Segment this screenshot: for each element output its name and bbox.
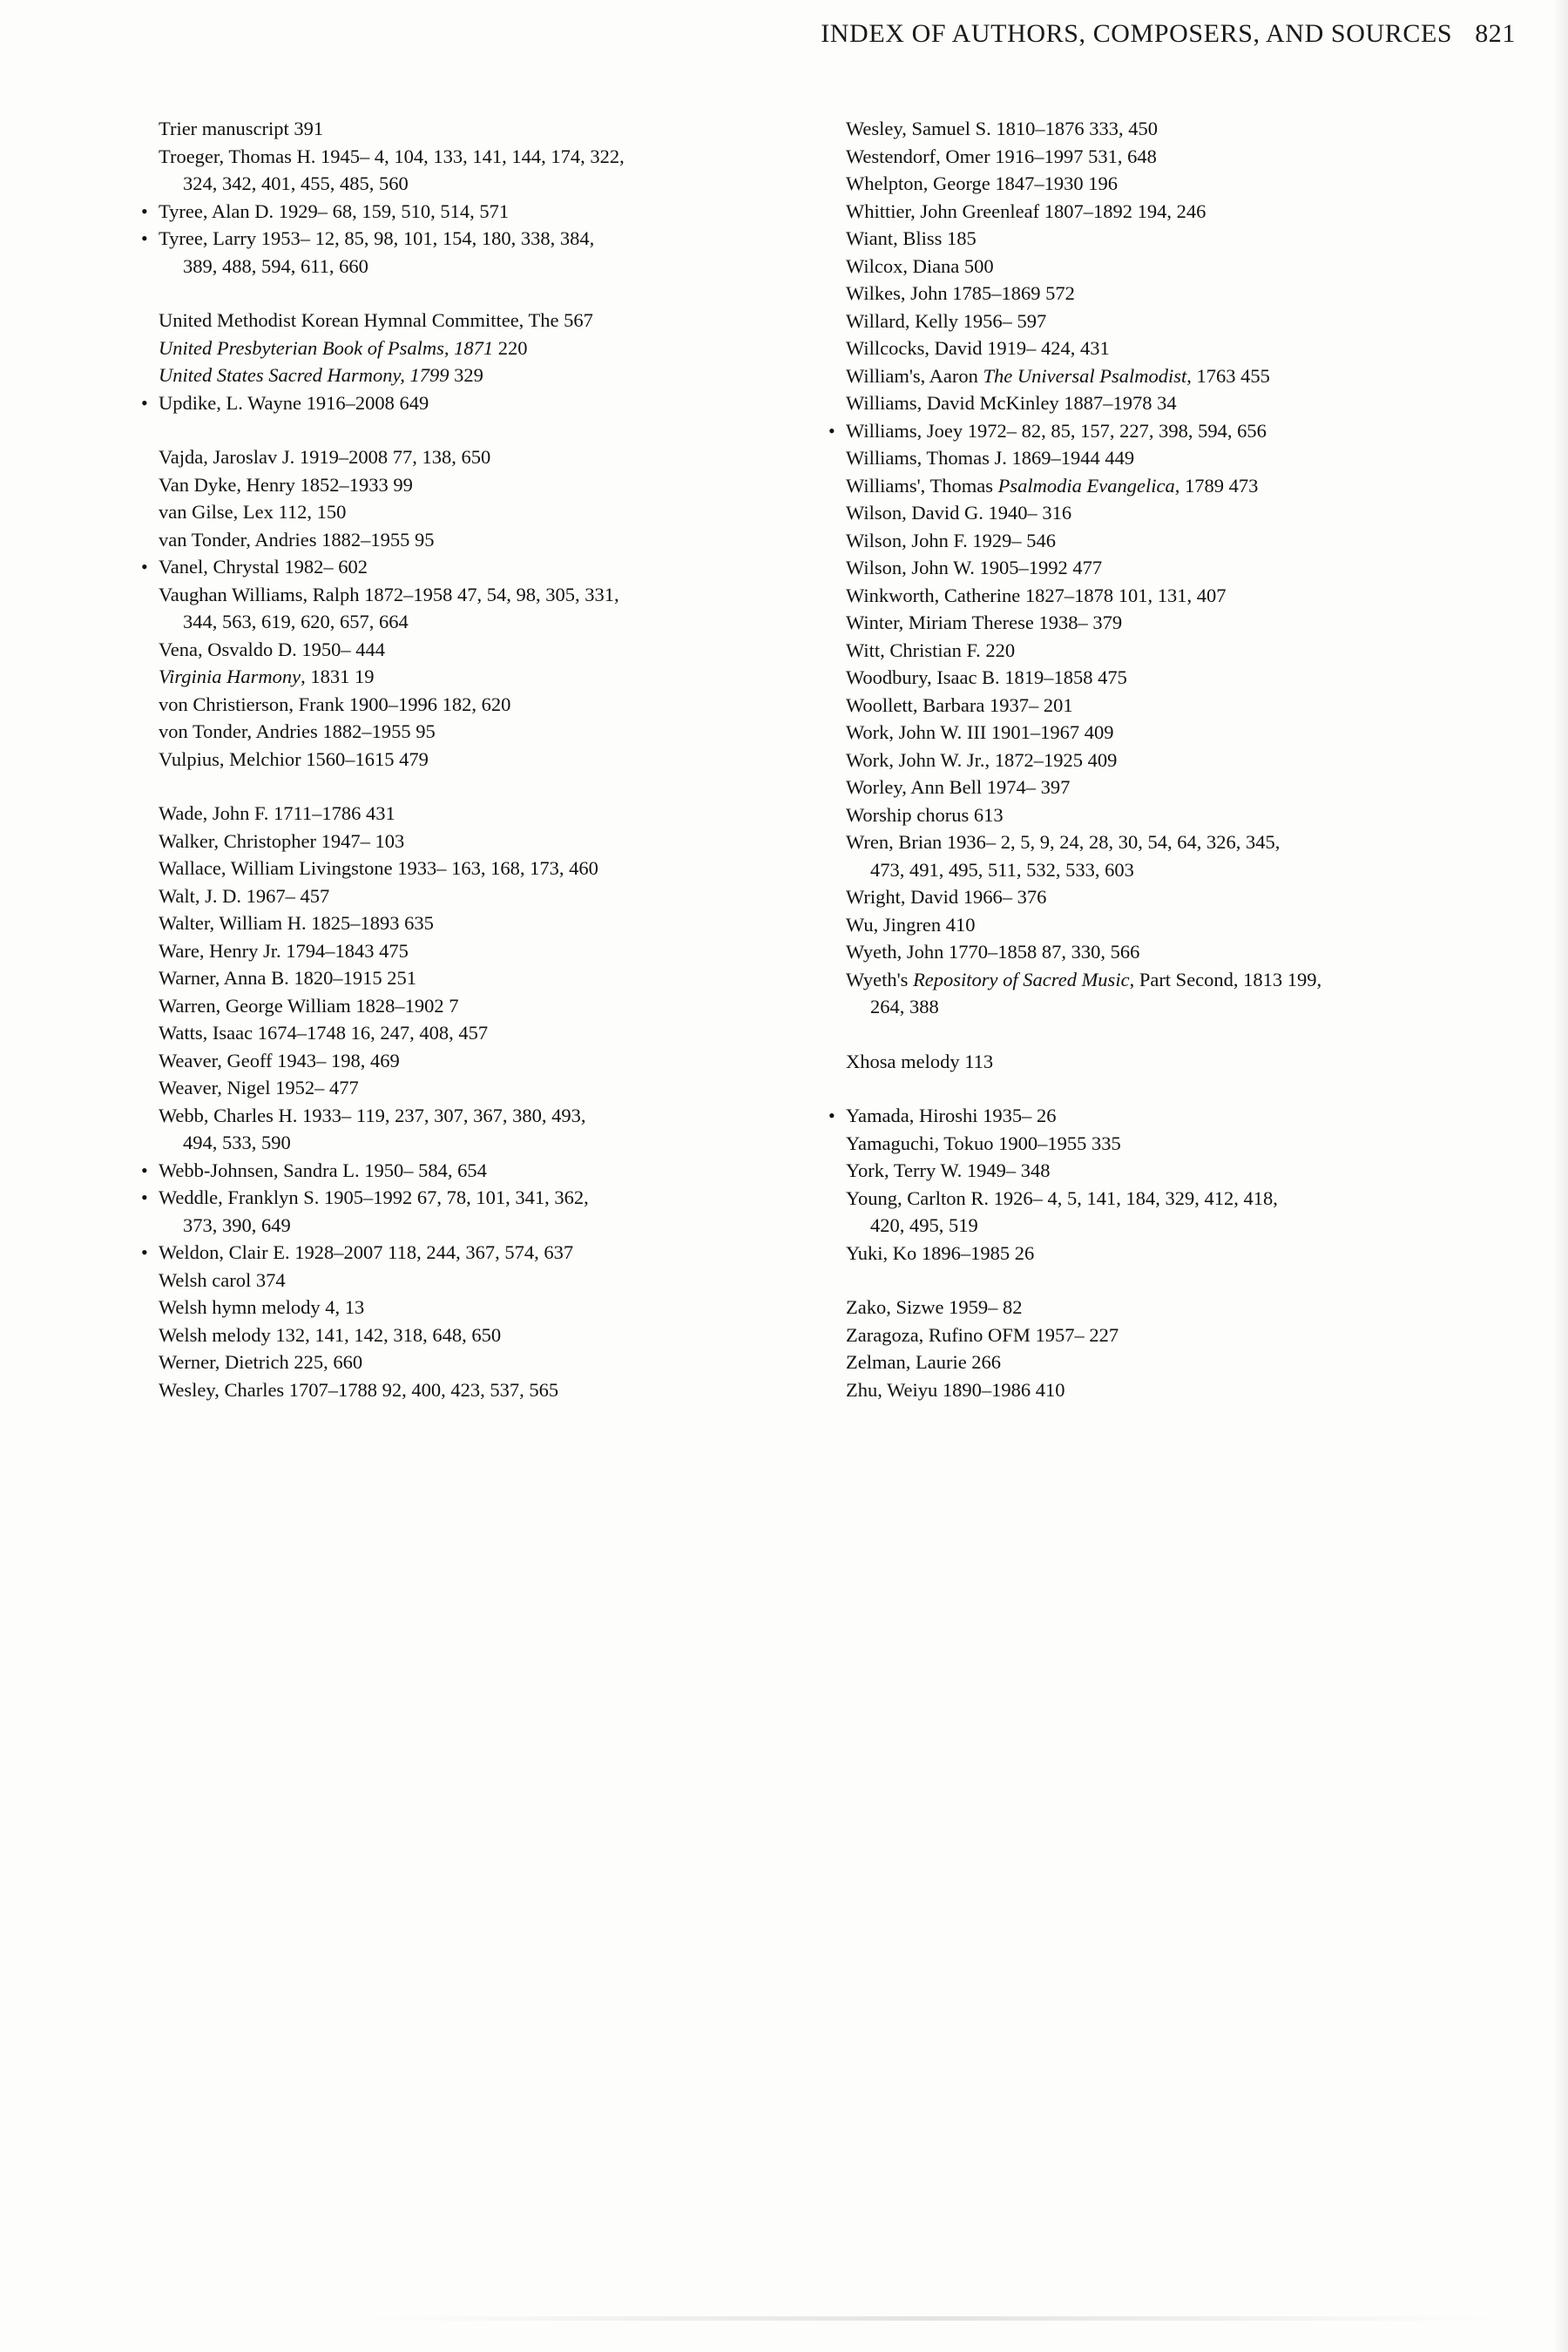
- entry-line: van Tonder, Andries 1882–1955 95: [159, 528, 435, 551]
- entry-continuation: [159, 170, 759, 198]
- index-entry: [827, 499, 1446, 527]
- index-entry: [139, 882, 759, 910]
- section-gap: [139, 416, 759, 443]
- entry-line: Welsh hymn melody 4, 13: [159, 1296, 365, 1318]
- index-entry: [827, 308, 1446, 335]
- index-entry: [139, 800, 759, 828]
- entry-line: Wilson, David G. 1940– 316: [846, 502, 1072, 524]
- index-entry: [139, 389, 759, 417]
- entry-line: van Gilse, Lex 112, 150: [159, 501, 347, 523]
- index-entry: [139, 225, 759, 280]
- index-entry: [139, 471, 759, 499]
- index-entry: [827, 664, 1446, 692]
- entry-line: Yuki, Ko 1896–1985 26: [846, 1241, 1035, 1264]
- entry-line: Work, John W. Jr., 1872–1925 409: [846, 748, 1118, 771]
- index-column-right: [827, 115, 1446, 1403]
- index-entry: [139, 1321, 759, 1349]
- entry-line: 494, 533, 590: [183, 1132, 291, 1153]
- entry-continuation: [159, 253, 759, 280]
- section-gap: [139, 280, 759, 307]
- entry-line: Warner, Anna B. 1820–1915 251: [159, 967, 416, 989]
- entry-line: Trier manuscript 391: [159, 118, 324, 139]
- entry-line: Wiant, Bliss 185: [846, 227, 977, 249]
- entry-line: 264, 388: [870, 996, 939, 1017]
- index-entry: [827, 253, 1446, 280]
- index-entry: [139, 663, 759, 691]
- entry-line: Weaver, Nigel 1952– 477: [159, 1077, 359, 1098]
- entry-line: Young, Carlton R. 1926– 4, 5, 141, 184, 329, 412, 418,: [846, 1186, 1278, 1209]
- entry-line: Zaragoza, Rufino OFM 1957– 227: [846, 1323, 1119, 1346]
- index-entry: [139, 1239, 759, 1267]
- index-entry: [827, 774, 1446, 801]
- index-entry: [827, 1157, 1446, 1185]
- entry-line: Witt, Christian F. 220: [846, 639, 1016, 661]
- entry-line: Yamada, Hiroshi 1935– 26: [846, 1105, 1057, 1126]
- entry-line: Zhu, Weiyu 1890–1986 410: [846, 1378, 1065, 1401]
- index-entry: [827, 280, 1446, 308]
- entry-line: von Tonder, Andries 1882–1955 95: [159, 720, 436, 742]
- index-entry: [827, 609, 1446, 637]
- page-title: INDEX OF AUTHORS, COMPOSERS, AND SOURCES: [821, 19, 1453, 48]
- italic-source-title: United Presbyterian Book of Psalms, 1871: [159, 336, 494, 359]
- index-entry: [827, 444, 1446, 472]
- index-entry: [139, 553, 759, 581]
- page-header: [0, 19, 1516, 49]
- entry-line: Winter, Miriam Therese 1938– 379: [846, 612, 1123, 633]
- entry-line: Vajda, Jaroslav J. 1919–2008 77, 138, 650: [159, 446, 491, 468]
- entry-line: Wade, John F. 1711–1786 431: [159, 802, 395, 824]
- index-entry: [827, 1240, 1446, 1267]
- entry-line: Worship chorus 613: [846, 803, 1004, 826]
- index-entry: [827, 911, 1446, 939]
- index-entry: [827, 966, 1446, 1021]
- entry-line: United Methodist Korean Hymnal Committee, The 567: [159, 309, 593, 331]
- index-entry: [827, 143, 1446, 171]
- index-entry: [827, 692, 1446, 720]
- entry-line: Williams, Joey 1972– 82, 85, 157, 227, 398, 594, 656: [846, 419, 1267, 442]
- entry-line: Whelpton, George 1847–1930 196: [846, 172, 1119, 194]
- index-entry: [827, 1376, 1446, 1404]
- index-entry: [827, 1102, 1446, 1130]
- entry-line: Vanel, Chrystal 1982– 602: [159, 556, 368, 578]
- entry-line: 420, 495, 519: [870, 1214, 978, 1236]
- index-entry: [139, 1348, 759, 1376]
- entry-line: Wilson, John W. 1905–1992 477: [846, 557, 1103, 578]
- index-entry: [827, 1348, 1446, 1376]
- entry-line: Vaughan Williams, Ralph 1872–1958 47, 54, 98, 305, 331,: [159, 583, 619, 605]
- entry-line: Van Dyke, Henry 1852–1933 99: [159, 473, 413, 496]
- index-entry: [827, 801, 1446, 829]
- entry-continuation: [159, 608, 759, 636]
- italic-source-title: United States Sacred Harmony, 1799: [159, 364, 449, 386]
- italic-source-title: Psalmodia Evangelica: [997, 474, 1175, 497]
- index-entry: [827, 335, 1446, 362]
- entry-line: Tyree, Alan D. 1929– 68, 159, 510, 514, 571: [159, 199, 510, 222]
- entry-continuation: [159, 1129, 759, 1157]
- entry-line: Wilkes, John 1785–1869 572: [846, 282, 1075, 304]
- entry-line: 389, 488, 594, 611, 660: [183, 254, 368, 277]
- section-gap: [827, 1021, 1446, 1048]
- index-entry: [139, 1184, 759, 1239]
- index-entry: [139, 691, 759, 719]
- bullet-icon: •: [828, 419, 835, 442]
- index-entry: [139, 1047, 759, 1075]
- index-entry: [827, 1048, 1446, 1076]
- entry-line: 473, 491, 495, 511, 532, 533, 603: [870, 858, 1134, 881]
- entry-line: Westendorf, Omer 1916–1997 531, 648: [846, 145, 1157, 167]
- entry-line: Wyeth, John 1770–1858 87, 330, 566: [846, 941, 1140, 963]
- index-entry: [827, 938, 1446, 966]
- entry-line: Willcocks, David 1919– 424, 431: [846, 337, 1110, 359]
- index-entry: [827, 417, 1446, 445]
- entry-line: 324, 342, 401, 455, 485, 560: [183, 172, 409, 194]
- entry-line: Wright, David 1966– 376: [846, 886, 1047, 908]
- index-entry: [139, 855, 759, 882]
- entry-line: Webb, Charles H. 1933– 119, 237, 307, 367, 380, 493,: [159, 1104, 586, 1126]
- entry-line: Xhosa melody 113: [846, 1050, 994, 1072]
- entry-line: Ware, Henry Jr. 1794–1843 475: [159, 939, 409, 962]
- index-entry: [139, 1102, 759, 1157]
- entry-continuation: [846, 1212, 1446, 1240]
- index-entry: [827, 472, 1446, 500]
- index-entry: [139, 115, 759, 143]
- entry-line: York, Terry W. 1949– 348: [846, 1159, 1051, 1181]
- entry-line: Williams, David McKinley 1887–1978 34: [846, 392, 1177, 414]
- index-columns: [139, 115, 1446, 1403]
- index-entry: [827, 170, 1446, 198]
- entry-line: Williams, Thomas J. 1869–1944 449: [846, 447, 1135, 469]
- entry-line: Updike, L. Wayne 1916–2008 649: [159, 391, 429, 414]
- entry-line: Weldon, Clair E. 1928–2007 118, 244, 367, 574, 637: [159, 1241, 574, 1263]
- entry-line: Virginia Harmony, 1831 19: [159, 666, 375, 687]
- entry-line: William's, Aaron The Universal Psalmodist, 1763 455: [846, 364, 1270, 387]
- entry-line: Work, John W. III 1901–1967 409: [846, 721, 1114, 743]
- bullet-icon: •: [141, 391, 148, 414]
- index-entry: [827, 637, 1446, 665]
- entry-line: Wilcox, Diana 500: [846, 254, 994, 277]
- bullet-icon: •: [141, 199, 148, 222]
- entry-line: Wilson, John F. 1929– 546: [846, 529, 1057, 551]
- bullet-icon: •: [141, 1241, 148, 1263]
- entry-line: United States Sacred Harmony, 1799 329: [159, 364, 483, 386]
- entry-line: Weddle, Franklyn S. 1905–1992 67, 78, 101, 341, 362,: [159, 1186, 589, 1208]
- index-entry: [139, 1157, 759, 1185]
- section-gap: [139, 773, 759, 800]
- index-column-left: [139, 115, 759, 1403]
- index-entry: [139, 1074, 759, 1102]
- entry-line: Webb-Johnsen, Sandra L. 1950– 584, 654: [159, 1159, 487, 1181]
- entry-line: 344, 563, 619, 620, 657, 664: [183, 611, 409, 632]
- index-entry: [139, 526, 759, 554]
- entry-continuation: [846, 856, 1446, 884]
- entry-line: Troeger, Thomas H. 1945– 4, 104, 133, 141, 144, 174, 322,: [159, 145, 625, 167]
- index-entry: [139, 143, 759, 198]
- entry-continuation: [159, 1212, 759, 1240]
- entry-line: Walter, William H. 1825–1893 635: [159, 912, 434, 934]
- bullet-icon: •: [141, 1159, 148, 1181]
- index-entry: [139, 964, 759, 992]
- entry-line: 373, 390, 649: [183, 1213, 291, 1236]
- entry-line: Welsh melody 132, 141, 142, 318, 648, 650: [159, 1323, 502, 1346]
- index-entry: [139, 198, 759, 226]
- index-entry: [139, 636, 759, 664]
- index-entry: [139, 335, 759, 362]
- entry-line: Wesley, Charles 1707–1788 92, 400, 423, 537, 565: [159, 1378, 559, 1401]
- index-entry: [827, 389, 1446, 417]
- entry-line: Wyeth's Repository of Sacred Music, Part Second, 1813 199,: [846, 968, 1322, 990]
- index-entry: [827, 527, 1446, 555]
- entry-line: Tyree, Larry 1953– 12, 85, 98, 101, 154, 180, 338, 384,: [159, 227, 595, 249]
- entry-line: United Presbyterian Book of Psalms, 1871 220: [159, 336, 528, 359]
- index-entry: [827, 198, 1446, 226]
- index-entry: [139, 1019, 759, 1047]
- entry-line: Wren, Brian 1936– 2, 5, 9, 24, 28, 30, 54, 64, 326, 345,: [846, 831, 1281, 853]
- bullet-icon: •: [141, 556, 148, 578]
- index-entry: [139, 307, 759, 335]
- index-entry: [827, 115, 1446, 143]
- index-entry: [139, 746, 759, 774]
- entry-line: Vena, Osvaldo D. 1950– 444: [159, 638, 385, 660]
- entry-line: Yamaguchi, Tokuo 1900–1955 335: [846, 1132, 1121, 1154]
- index-entry: [827, 719, 1446, 747]
- index-entry: [139, 1376, 759, 1404]
- entry-line: Werner, Dietrich 225, 660: [159, 1351, 363, 1373]
- index-entry: [139, 443, 759, 471]
- index-entry: [139, 1267, 759, 1294]
- italic-source-title: The Universal Psalmodist: [983, 364, 1187, 387]
- page-edge-shadow: [1552, 0, 1568, 2352]
- entry-line: Zako, Sizwe 1959– 82: [846, 1296, 1023, 1318]
- italic-source-title: Repository of Sacred Music: [913, 968, 1130, 990]
- index-entry: [827, 1294, 1446, 1321]
- entry-line: Woodbury, Isaac B. 1819–1858 475: [846, 666, 1127, 688]
- entry-line: Wu, Jingren 410: [846, 913, 976, 936]
- entry-line: Walt, J. D. 1967– 457: [159, 884, 330, 907]
- entry-continuation: [846, 993, 1446, 1021]
- entry-line: Wesley, Samuel S. 1810–1876 333, 450: [846, 118, 1158, 139]
- index-entry: [139, 992, 759, 1020]
- entry-line: von Christierson, Frank 1900–1996 182, 620: [159, 693, 511, 715]
- index-entry: [827, 747, 1446, 774]
- entry-line: Winkworth, Catherine 1827–1878 101, 131, 407: [846, 584, 1227, 606]
- bullet-icon: •: [141, 1186, 148, 1208]
- entry-line: Warren, George William 1828–1902 7: [159, 994, 459, 1017]
- index-entry: [139, 937, 759, 965]
- index-entry: [827, 1130, 1446, 1158]
- entry-line: Vulpius, Melchior 1560–1615 479: [159, 747, 429, 770]
- page-bottom-shadow: [366, 2316, 1498, 2321]
- italic-source-title: Virginia Harmony: [159, 666, 301, 687]
- entry-line: Worley, Ann Bell 1974– 397: [846, 776, 1071, 798]
- index-entry: [139, 581, 759, 636]
- entry-line: Willard, Kelly 1956– 597: [846, 309, 1047, 332]
- index-entry: [139, 909, 759, 937]
- index-entry: [827, 362, 1446, 390]
- entry-line: Williams', Thomas Psalmodia Evangelica, 1789 473: [846, 474, 1259, 497]
- entry-line: Welsh carol 374: [159, 1268, 286, 1291]
- index-entry: [827, 1185, 1446, 1240]
- index-entry: [139, 1294, 759, 1321]
- index-entry: [827, 883, 1446, 911]
- entry-line: Whittier, John Greenleaf 1807–1892 194, 246: [846, 199, 1206, 222]
- index-entry: [139, 718, 759, 746]
- index-entry: [827, 554, 1446, 582]
- index-entry: [139, 498, 759, 526]
- entry-line: Walker, Christopher 1947– 103: [159, 829, 405, 852]
- entry-line: Watts, Isaac 1674–1748 16, 247, 408, 457: [159, 1022, 489, 1044]
- index-entry: [139, 828, 759, 855]
- entry-line: Zelman, Laurie 266: [846, 1351, 1002, 1373]
- index-entry: [827, 225, 1446, 253]
- page-number: 821: [1475, 19, 1516, 48]
- bullet-icon: •: [828, 1105, 835, 1126]
- index-entry: [827, 582, 1446, 610]
- entry-line: Woollett, Barbara 1937– 201: [846, 693, 1073, 716]
- section-gap: [827, 1075, 1446, 1102]
- entry-line: Wallace, William Livingstone 1933– 163, 168, 173, 460: [159, 857, 598, 879]
- index-entry: [139, 362, 759, 389]
- bullet-icon: •: [141, 227, 148, 249]
- section-gap: [827, 1267, 1446, 1294]
- entry-line: Weaver, Geoff 1943– 198, 469: [159, 1049, 400, 1071]
- index-entry: [827, 1321, 1446, 1349]
- index-entry: [827, 828, 1446, 883]
